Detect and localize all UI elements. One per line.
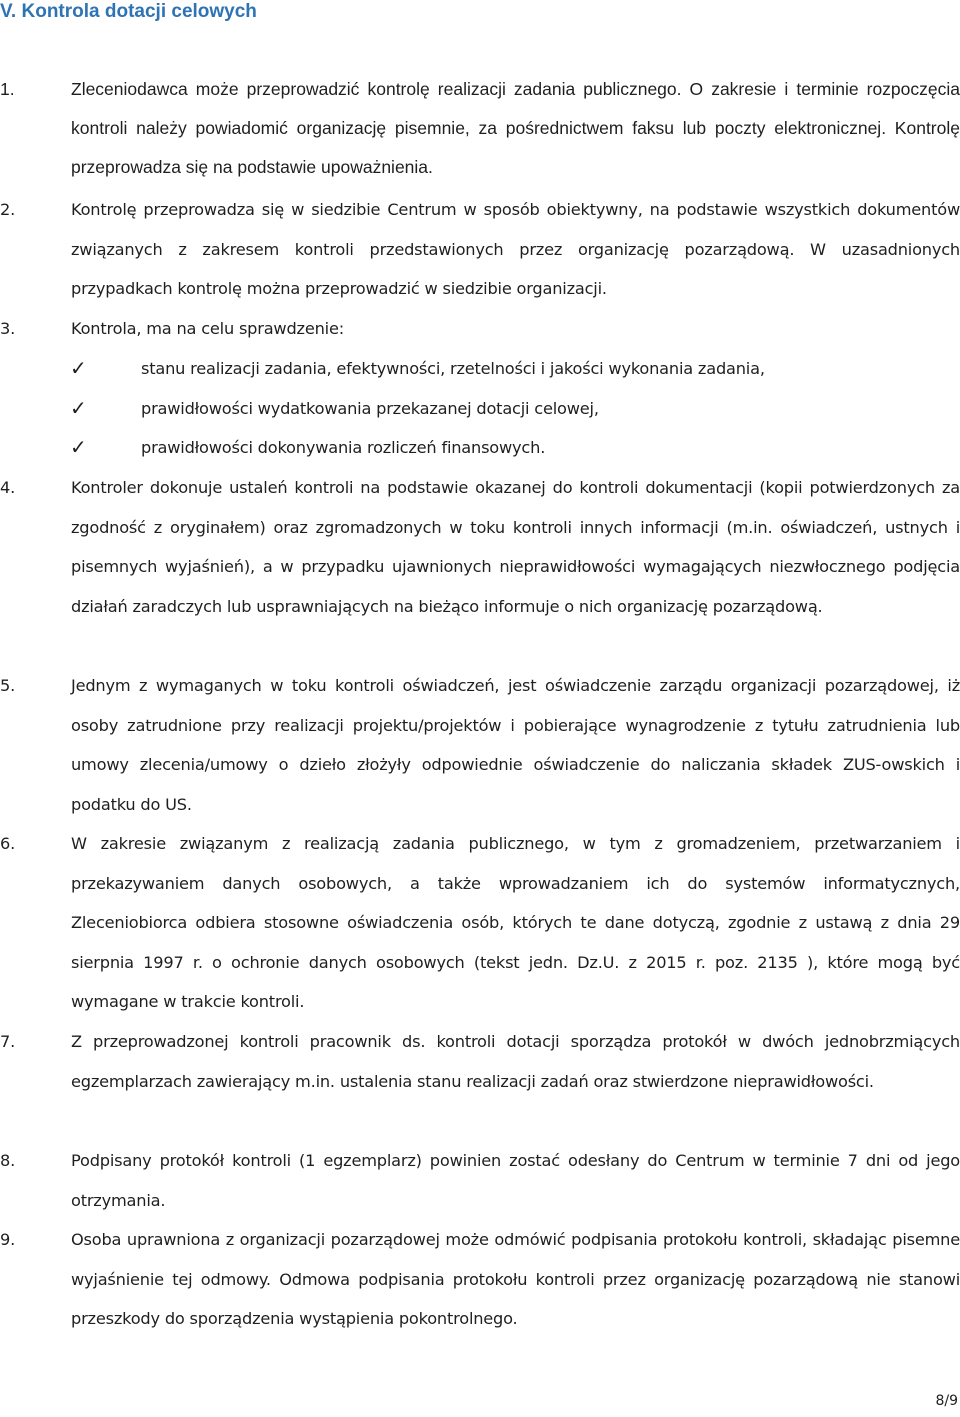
list-item-7 xyxy=(0,1022,960,1101)
page-number: 8/9 xyxy=(935,1393,958,1409)
checklist-item xyxy=(0,349,960,389)
list-item-9 xyxy=(0,1220,960,1339)
item-number: 6. xyxy=(0,834,16,853)
list-item-2 xyxy=(0,190,960,309)
item-text: Jednym z wymaganych w toku kontroli oświadczeń, jest oświadczenie zarządu organizacji pozarządowej, iż osoby zatrudnione przy realizacji projektu/projektów i pobierające wynagrodzenie z tytułu zatrudnienia lub umowy zlecenia/umowy o dzieło złożyły odpowiednie oświadczenie do naliczania składek ZUS-owskich i podatku do US. xyxy=(71,676,960,814)
item-number: 1. xyxy=(0,79,15,99)
item-number: 9. xyxy=(0,1230,16,1249)
list-item-8 xyxy=(0,1141,960,1220)
list-item-6 xyxy=(0,824,960,1022)
checklist xyxy=(0,349,960,468)
list-item-3 xyxy=(0,309,960,349)
item-number: 8. xyxy=(0,1151,16,1170)
item-number: 2. xyxy=(0,200,16,219)
item-text: Z przeprowadzonej kontroli pracownik ds. kontroli dotacji sporządza protokół w dwóch jednobrzmiących egzemplarzach zawierający m.in. ustalenia stanu realizacji zadań oraz stwierdzone nieprawidłowości. xyxy=(71,1032,960,1091)
check-icon: ✓ xyxy=(70,435,87,459)
checklist-text: prawidłowości dokonywania rozliczeń finansowych. xyxy=(141,438,546,457)
checklist-text: prawidłowości wydatkowania przekazanej dotacji celowej, xyxy=(141,398,599,418)
item-text: Kontroler dokonuje ustaleń kontroli na podstawie okazanej do kontroli dokumentacji (kopii potwierdzonych za zgodność z oryginałem) oraz zgromadzonych w toku kontroli innych informacji (m.in. oświadczeń, ustnych i pisemnych wyjaśnień), a w przypadku ujawnionych nieprawidłowości wymagających niezwłocznego podjęcia działań zaradczych lub usprawniających na bieżąco informuje o nich organizację pozarządową. xyxy=(71,478,960,616)
item-text: Osoba uprawniona z organizacji pozarządowej może odmówić podpisania protokołu kontroli, składając pisemne wyjaśnienie tej odmowy. Odmowa podpisania protokołu kontroli przez organizację pozarządową nie stanowi przeszkody do sporządzenia wystąpienia pokontrolnego. xyxy=(71,1230,960,1328)
section-title: V. Kontrola dotacji celowych xyxy=(0,1,257,22)
item-number: 7. xyxy=(0,1032,16,1051)
checklist-item xyxy=(0,428,960,468)
item-number: 4. xyxy=(0,478,16,497)
list-item-4 xyxy=(0,468,960,626)
list-item-5 xyxy=(0,666,960,824)
item-text: Kontrolę przeprowadza się w siedzibie Centrum w sposób obiektywny, na podstawie wszystkich dokumentów związanych z zakresem kontroli przedstawionych przez organizację pozarządową. W uzasadnionych przypadkach kontrolę można przeprowadzić w siedzibie organizacji. xyxy=(71,200,960,298)
item-text: Zleceniodawca może przeprowadzić kontrolę realizacji zadania publicznego. O zakresie i terminie rozpoczęcia kontroli należy powiadomić organizację pisemnie, za pośrednictwem faksu lub poczty elektronicznej. Kontrolę przeprowadza się na podstawie upoważnienia. xyxy=(71,79,960,177)
check-icon: ✓ xyxy=(70,395,87,420)
checklist-item xyxy=(0,389,960,429)
item-text: Kontrola, ma na celu sprawdzenie: xyxy=(71,319,344,338)
checklist-text: stanu realizacji zadania, efektywności, rzetelności i jakości wykonania zadania, xyxy=(141,359,765,378)
item-number: 5. xyxy=(0,676,16,695)
item-number: 3. xyxy=(0,319,16,338)
check-icon: ✓ xyxy=(70,356,87,380)
item-text: W zakresie związanym z realizacją zadania publicznego, w tym z gromadzeniem, przetwarzaniem i przekazywaniem danych osobowych, a także wprowadzaniem ich do systemów informatycznych, Zleceniobiorca odbiera stosowne oświadczenia osób, których te dane dotyczą, zgodnie z ustawą z dnia 29 sierpnia 1997 r. o ochronie danych osobowych (tekst jedn. Dz.U. z 2015 r. poz. 2135 ), które mogą być wymagane w trakcie kontroli. xyxy=(71,834,960,1011)
list-item-1 xyxy=(0,70,960,187)
item-text: Podpisany protokół kontroli (1 egzemplarz) powinien zostać odesłany do Centrum w terminie 7 dni od jego otrzymania. xyxy=(71,1151,960,1210)
